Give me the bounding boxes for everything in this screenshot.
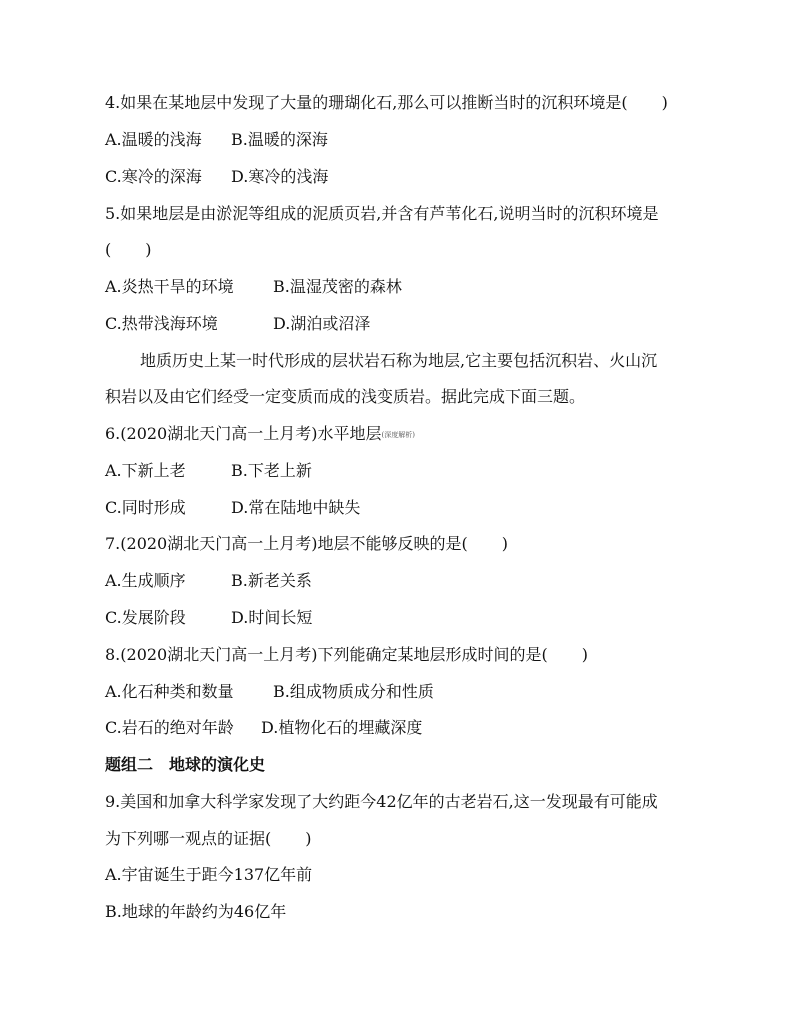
- q5-stem-line: [105, 204, 658, 224]
- q4-option-b: B.温暖的深海: [231, 130, 328, 149]
- passage-line2: 积岩以及由它们经受一定变质而成的浅变质岩。据此完成下面三题。: [105, 387, 586, 406]
- q4-option-d: D.寒冷的浅海: [231, 167, 329, 186]
- q9-option-b: B.地球的年龄约为46亿年: [105, 902, 287, 921]
- q9-stem-line2: [105, 829, 312, 849]
- q7-options-row1: [105, 571, 405, 591]
- q7-close: ): [501, 534, 508, 553]
- q5-open: (: [105, 240, 112, 259]
- q6-options-row1: [105, 461, 405, 481]
- q6-options-row2: [105, 498, 405, 518]
- q6-option-a: A.下新上老: [105, 461, 186, 480]
- q9-stem: 9.美国和加拿大科学家发现了大约距今42亿年的古老岩石,这一发现最有可能成: [105, 792, 658, 811]
- q4-stem: 4.如果在某地层中发现了大量的珊瑚化石,那么可以推断当时的沉积环境是(: [105, 93, 628, 112]
- q8-stem-line: [105, 645, 588, 665]
- q6-option-c: C.同时形成: [105, 498, 186, 517]
- q8-option-c: C.岩石的绝对年龄: [105, 718, 234, 737]
- q7-stem-line: [105, 534, 508, 554]
- q9-stem2: 为下列哪一观点的证据(: [105, 829, 272, 848]
- q9-stem-line: [105, 792, 658, 812]
- q5-close: ): [145, 240, 152, 259]
- q7-options-row2: [105, 608, 405, 628]
- q5-options-row1: [105, 277, 505, 297]
- q6-stem-line: [105, 424, 415, 445]
- q4-option-a: A.温暖的浅海: [105, 130, 202, 149]
- q5-option-c: C.热带浅海环境: [105, 314, 218, 333]
- section-heading: 题组二 地球的演化史: [105, 755, 266, 774]
- q7-option-c: C.发展阶段: [105, 608, 186, 627]
- q8-option-d: D.植物化石的埋藏深度: [261, 718, 423, 737]
- q4-options-row1: [105, 130, 405, 150]
- q5-option-d: D.湖泊或沼泽: [273, 314, 371, 333]
- q7-option-a: A.生成顺序: [105, 571, 186, 590]
- q5-option-b: B.温湿茂密的森林: [273, 277, 402, 296]
- q4-option-c: C.寒冷的深海: [105, 167, 202, 186]
- q7-option-d: D.时间长短: [231, 608, 313, 627]
- q5-stem-line2: [105, 240, 152, 260]
- q4-options-row2: [105, 167, 405, 187]
- q5-option-a: A.炎热干旱的环境: [105, 277, 234, 296]
- q5-stem: 5.如果地层是由淤泥等组成的泥质页岩,并含有芦苇化石,说明当时的沉积环境是: [105, 204, 659, 223]
- q4-close: ): [661, 93, 668, 112]
- q5-options-row2: [105, 314, 505, 334]
- q7-option-b: B.新老关系: [231, 571, 312, 590]
- q8-options-row1: [105, 682, 555, 702]
- analysis-note: (深度解析): [381, 431, 415, 439]
- passage-line1: 地质历史上某一时代形成的层状岩石称为地层,它主要包括沉积岩、火山沉: [140, 351, 658, 370]
- q6-stem: 6.(2020湖北天门高一上月考)水平地层: [105, 424, 382, 443]
- q4-stem-line: [105, 93, 668, 113]
- q7-stem: 7.(2020湖北天门高一上月考)地层不能够反映的是(: [105, 534, 468, 553]
- q8-options-row2: [105, 718, 555, 738]
- q9-close: ): [305, 829, 312, 848]
- q8-close: ): [581, 645, 588, 664]
- q8-option-a: A.化石种类和数量: [105, 682, 234, 701]
- q9-option-a: A.宇宙诞生于距今137亿年前: [105, 865, 313, 884]
- q6-option-d: D.常在陆地中缺失: [231, 498, 361, 517]
- q8-option-b: B.组成物质成分和性质: [273, 682, 434, 701]
- q8-stem: 8.(2020湖北天门高一上月考)下列能确定某地层形成时间的是(: [105, 645, 548, 664]
- q6-option-b: B.下老上新: [231, 461, 312, 480]
